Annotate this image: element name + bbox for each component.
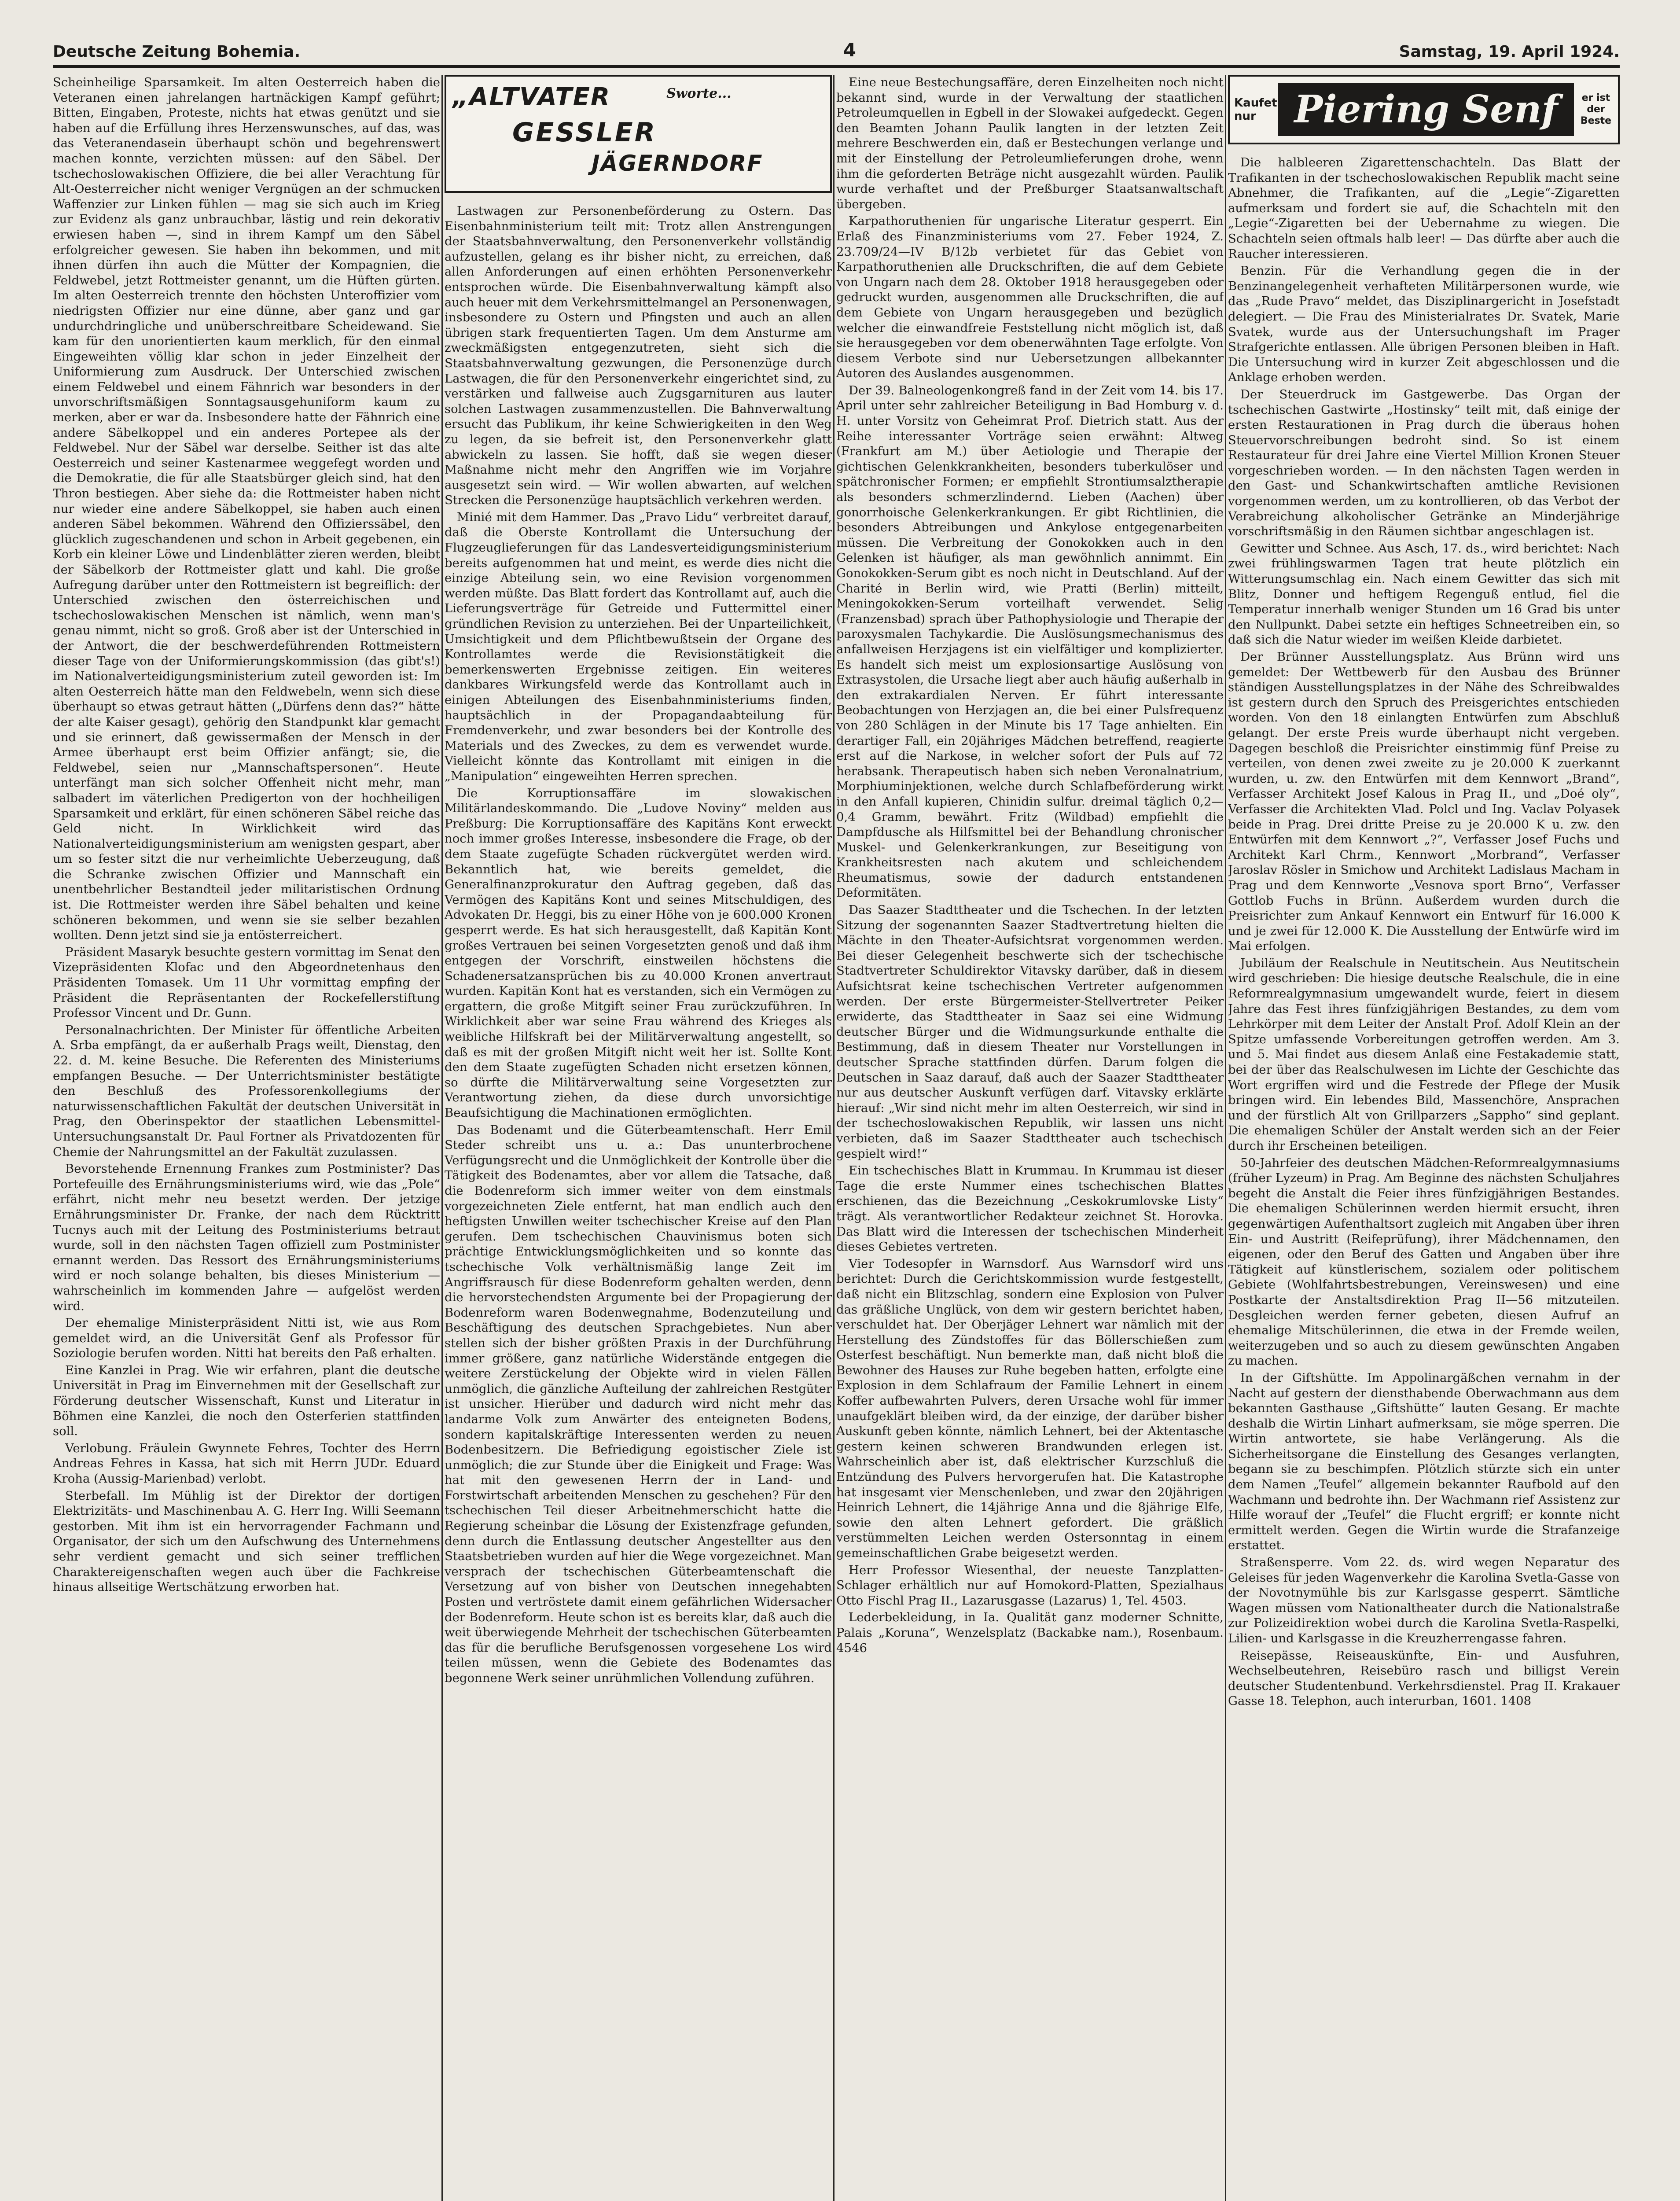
article: Der Steuerdruck im Gastgewerbe. Das Organ der tschechischen Gastwirte „Hostinsky“ teilt mit, daß einige der ersten Restaurationen in Prag durch die überaus hohen Steuervorschreibungen bedroht sind. So ist einem Restaurateur für drei Jahre eine Viertel Million Kronen Steuer vorgeschrieben worden. — In den nächsten Tagen werden in den Gast- und Schankwirtschaften amtliche Revisionen vorgenommen werden, um zu kontrollieren, ob das Verbot der Verabreichung alkoholischer Getränke an Minderjährige vorschriftsmäßig in den Räumen sichtbar angeschlagen ist.: [1228, 387, 1620, 539]
article: Gewitter und Schnee. Aus Asch, 17. ds., wird berichtet: Nach zwei frühlingswarmen Tagen trat heute plötzlich ein Witterungsumschlag ein. Nach einem Gewitter das sich mit Blitz, Donner und heftigem Regenguß entlud, fiel die Temperatur innerhalb weniger Stunden um 16 Grad bis unter den Nullpunkt. Dabei setzte ein heftiges Schneetreiben ein, so daß sich die Natur wieder im weißen Kleide darbietet.: [1228, 541, 1620, 647]
classified-ad: Herr Professor Wiesenthal, der neueste Tanzplatten-Schlager erhältlich nur auf Homokord-Platten, Spezialhaus Otto Fischl Prag II., Lazarusgasse (Lazarus) 1, Tel. 4503.: [836, 1563, 1224, 1608]
piering-senf-advertisement: [1228, 75, 1620, 144]
ad-text-kaufet: Kaufet nur: [1234, 96, 1277, 123]
ad-text-beste: er ist der Beste: [1580, 92, 1612, 126]
issue-date: Samstag, 19. April 1924.: [1399, 43, 1620, 61]
article: Straßensperre. Vom 22. ds. wird wegen Neparatur des Geleises für jeden Wagenverkehr die Karolina Svetla-Gasse von der Novotnymühle bis zur Karlsgasse gesperrt. Sämtliche Wagen müssen vom Nationaltheater durch die Nationalstraße zur Polizeidirektion wobei durch die Karolina Svetla-Raspelki, Lilien- und Karlsgasse in die Kreuzherrengasse fahren.: [1228, 1555, 1620, 1645]
article: Personalnachrichten. Der Minister für öffentliche Arbeiten A. Srba empfängt, da er außerhalb Prags weilt, Dienstag, den 22. d. M. keine Besuche. Die Referenten des Ministeriums empfangen Besuche. — Der Unterrichtsminister bestätigte den Beschluß des Professorenkollegiums der naturwissenschaftlichen Fakultät der deutschen Universität in Prag, den Oberinspektor der staatlichen Lebensmittel-Untersuchungsanstalt Dr. Paul Fortner als Privatdozenten für Chemie der Nahrungsmittel an der Fakultät zuzulassen.: [53, 1023, 440, 1159]
article: Bevorstehende Ernennung Frankes zum Postminister? Das Portefeuille des Ernährungsministeriums wird, wie das „Pole“ erfährt, nicht mehr neu besetzt werden. Der jetzige Ernährungsminister Dr. Franke, der nach dem Rücktritt Tucnys auch mit der Leitung des Postministeriums betraut wurde, soll in den nächsten Tagen offiziell zum Postminister ernannt werden. Das Ressort des Ernährungsministeriums wird er noch solange behalten, bis dieses Ministerium — wahrscheinlich im kommenden Jahre — aufgelöst werden wird.: [53, 1162, 440, 1313]
article: Eine neue Bestechungsaffäre, deren Einzelheiten noch nicht bekannt sind, wurde in der Verwaltung der staatlichen Petroleumquellen in Egbell in der Slowakei aufgedeckt. Gegen den Beamten Johann Paulik langten in der letzten Zeit mehrere Beschwerden ein, daß er Bestechungen verlange und mit der Einstellung der Petroleumlieferungen drohe, wenn ihm die geforderten Beträge nicht ausgezahlt würden. Paulik wurde verhaftet und der Preßburger Staatsanwaltschaft übergeben.: [836, 75, 1224, 211]
column-1: [53, 75, 440, 2201]
column-rule: [833, 75, 834, 2201]
article: Benzin. Für die Verhandlung gegen die in der Benzinangelegenheit verhafteten Militärpersonen wurde, wie das „Rude Pravo“ meldet, das Disziplinargericht in Josefstadt delegiert. — Die Frau des Ministerialrates Dr. Svatek, Marie Svatek, wurde aus der Untersuchungshaft im Prager Strafgerichte entlassen. Alle übrigen Personen bleiben in Haft. Die Untersuchung wird in kurzer Zeit abgeschlossen und die Anklage erhoben werden.: [1228, 264, 1620, 385]
article: Lastwagen zur Personenbeförderung zu Ostern. Das Eisenbahnministerium teilt mit: Trotz allen Anstrengungen der Staatsbahnverwaltung, den Personenverkehr vollständig aufzustellen, gelang es ihr bisher nicht, zu erreichen, daß allen Anforderungen auf einen erhöhten Personenverkehr entsprochen würde. Die Eisenbahnverwaltung kämpft also auch heuer mit dem Verkehrsmittelmangel an Personenwagen, insbesondere zu Ostern und Pfingsten und auch an allen übrigen stark frequentierten Tagen. Um dem Ansturme am zweckmäßigsten entgegenzutreten, sieht sich die Staatsbahnverwaltung gezwungen, die Personenzüge durch Lastwagen, die für den Personenverkehr eingerichtet sind, zu verstärken und fallweise auch Zugsgarnituren aus lauter solchen Lastwagen zusammenzustellen. Die Bahnverwaltung ersucht das Publikum, ihr keine Schwierigkeiten in den Weg zu legen, da sie befreit ist, den Personenverkehr glatt abwickeln zu lassen. Sie hofft, daß sie wegen dieser Maßnahme nicht mehr den Angriffen wie im Vorjahre ausgesetzt sein wird. — Wir wollen abwarten, auf welchen Strecken die Personenzüge hauptsächlich verkehren werden.: [445, 204, 832, 508]
article: Minié mit dem Hammer. Das „Pravo Lidu“ verbreitet darauf, daß die Oberste Kontrollamt die Untersuchung der Flugzeuglieferungen für das Landesverteidigungsministerium bereits aufgenommen hat und meint, es werde dies nicht die einzige Abteilung sein, wo eine Revision vorgenommen werden müßte. Das Blatt fordert das Kontrollamt auf, auch die Lieferungsverträge für Getreide und Futtermittel einer gründlichen Revision zu unterziehen. Bei der Unparteilichkeit, Umsichtigkeit und dem Pflichtbewußtsein der Organe des Kontrollamtes werde die Revisionstätigkeit die bemerkenswerten Ergebnisse zeitigen. Ein weiteres dankbares Wirkungsfeld werde das Kontrollamt auch in einigen Abteilungen des Eisenbahnministeriums finden, hauptsächlich in der Propagandaabteilung für Fremdenverkehr, und zwar besonders bei der Kontrolle des Materials und des Zweckes, zu dem es verwendet wurde. Vielleicht könnte das Kontrollamt mit einigen in die „Manipulation“ eingeweihten Herren sprechen.: [445, 510, 832, 783]
article: Die halbleeren Zigarettenschachteln. Das Blatt der Trafikanten in der tschechoslowakischen Republik macht seine Abnehmer, die Trafikanten, auf die „Legie“-Zigaretten aufmerksam und fordert sie auf, die Schachteln mit den „Legie“-Zigaretten bei der Uebernahme zu wiegen. Die Schachteln seien oftmals halb leer! — Das dürfte aber auch die Raucher interessieren.: [1228, 155, 1620, 261]
column-3: [836, 75, 1224, 2201]
ad-line-gessler: GESSLER: [512, 117, 657, 148]
article: Der 39. Balneologenkongreß fand in der Zeit vom 14. bis 17. April unter sehr zahlreicher Beteiligung in Bad Homburg v. d. H. unter Vorsitz von Geheimrat Prof. Dietrich statt. Aus der Reihe interessanter Vorträge seien erwähnt: Altweg (Frankfurt am M.) über Aetiologie und Therapie der gichtischen Gelenkkrankheiten, besonders tuberkulöser und spätchronischer Formen; er empfiehlt Strontiumsalztherapie als besonders schmerzlindernd. Lieben (Aachen) über gonorrhoische Gelenkerkrankungen. Er gibt Richtlinien, die besonders Abtreibungen und Ankylose entgegenarbeiten müssen. Die Verbreitung der Gonokokken auch in den Gelenken ist häufiger, als man gewöhnlich annimmt. Ein Gonokokken-Serum gibt es noch nicht in Deutschland. Auf der Charité in Berlin wird, wie Pratti (Berlin) mitteilt, Meningokokken-Serum vorteilhaft verwendet. Selig (Franzensbad) sprach über Pathophysiologie und Therapie der paroxysmalen Tachykardie. Die Auslösungsmechanismus des anfallweisen Herzjagens ist ein vielfältiger und komplizierter. Es handelt sich meist um explosionsartige Auslösung von Extrasystolen, die Ursache liegt aber auch häufig außerhalb in den extrakardialen Nerven. Er führt interessante Beobachtungen von Herzjagen an, die bei einer Pulsfrequenz von 280 Schlägen in der Minute bis 17 Tage anhielten. Ein derartiger Fall, ein 20jähriges Mädchen betreffend, reagierte erst auf die Narkose, in welcher sofort der Puls auf 72 herabsank. Therapeutisch haben sich neben Veronalnatrium, Morphiuminjektionen, welche durch Schlafbeförderung wirkt in den Anfall kupieren, Chinidin sulfur. dreimal täglich 0,2—0,4 Gramm, bewährt. Fritz (Wildbad) empfiehlt die Dampfdusche als Hilfsmittel bei der Behandlung chronischer Muskel- und Gelenkerkrankungen, zur Beseitigung von Krankheitsresten nach akutem und schleichendem Rheumatismus, sowie der dadurch entstandenen Deformitäten.: [836, 383, 1224, 900]
article: Der Brünner Ausstellungsplatz. Aus Brünn wird uns gemeldet: Der Wettbewerb für den Ausbau des Brünner ständigen Ausstellungsplatzes in der Nähe des Schreibwaldes ist gestern durch den Spruch des Preisgerichtes entschieden worden. Von den 18 einlangten Entwürfen zum Abschluß gelangt. Der erste Preis wurde überhaupt nicht vergeben. Dagegen beschloß die Preisrichter einstimmig fünf Preise zu verteilen, von denen zwei zweite zu je 20.000 K zuerkannt wurden, u. zw. den Entwürfen mit dem Kennwort „Brand“, Verfasser Architekt Josef Kalous in Prag II., und „Doé oly“, Verfasser die Architekten Vlad. Polcl und Ing. Vaclav Polyasek beide in Prag. Drei dritte Preise zu je 20.000 K u. zw. den Entwürfen mit dem Kennwort „?“, Verfasser Josef Fuchs und Architekt Karl Chrm., Kennwort „Morbrand“, Verfasser Jaroslav Rösler in Smichow und Architekt Ladislaus Macham in Prag und dem Kennworte „Vesnova sport Brno“, Verfasser Gottlob Fuchs in Brünn. Außerdem wurden durch die Preisrichter zum Ankauf Kennwort ein Entwurf für 16.000 K und je zwei für 12.000 K. Die Ausstellung der Entwürfe wird im Mai erfolgen.: [1228, 650, 1620, 953]
classified-ad: Lederbekleidung, in Ia. Qualität ganz moderner Schnitte, Palais „Koruna“, Wenzelsplatz (Backabke nam.), Rosenbaum. 4546: [836, 1610, 1224, 1655]
article: Eine Kanzlei in Prag. Wie wir erfahren, plant die deutsche Universität in Prag im Einvernehmen mit der Gesellschaft zur Förderung deutscher Wissenschaft, Kunst und Literatur in Böhmen eine Kanzlei, die noch den Osterferien stattfinden soll.: [53, 1363, 440, 1439]
article: Sterbefall. Im Mühlig ist der Direktor der dortigen Elektrizitäts- und Maschinenbau A. G. Herr Ing. Willi Seemann gestorben. Mit ihm ist ein hervorragender Fachmann und Organisator, der sich um den Aufschwung des Unternehmens sehr verdient gemacht und sich seiner trefflichen Charaktereigenschaften wegen auch über die Fachkreise hinaus allseitige Wertschätzung erworben hat.: [53, 1488, 440, 1594]
column-2: [445, 75, 832, 2201]
page-header: [53, 26, 1620, 68]
article: In der Giftshütte. Im Appolinargäßchen vernahm in der Nacht auf gestern der diensthabende Oberwachmann aus dem bekannten Gasthause „Giftshütte“ lauten Gesang. Er machte deshalb die Wirtin Linhart aufmerksam, sie möge sperren. Die Wirtin antwortete, sie habe Verlängerung. Als die Sicherheitsorgane die Einstellung des Gesanges verlangten, begann sie zu beschimpfen. Plötzlich stürzte sich ein unter dem Namen „Teufel“ allgemein bekannter Raufbold auf den Wachmann und bedrohte ihn. Der Wachmann rief Assistenz zur Hilfe worauf der „Teufel“ die Flucht ergriff; er konnte nicht ermittelt werden. Gegen die Wirtin wurde die Strafanzeige erstattet.: [1228, 1370, 1620, 1553]
article: Ein tschechisches Blatt in Krummau. In Krummau ist dieser Tage die erste Nummer eines tschechischen Blattes erschienen, das die Bezeichnung „Ceskokrumlovske Listy“ trägt. Als verantwortlicher Redakteur zeichnet St. Horovka. Das Blatt wird die Interessen der tschechischen Minderheit dieses Gebietes vertreten.: [836, 1163, 1224, 1254]
page-number: 4: [843, 39, 856, 61]
ad-line-altvater: „ALTVATER: [452, 83, 611, 111]
classified-ad: Reisepässe, Reiseauskünfte, Ein- und Ausfuhren, Wechselbeutehren, Reisebüro rasch und billigst Verein deutscher Studentenbund. Verkehrsdienstel. Prag II. Krakauer Gasse 18. Telephon, auch interurban, 1601. 1408: [1228, 1648, 1620, 1708]
article: Das Bodenamt und die Güterbeamtenschaft. Herr Emil Steder schreibt uns u. a.: Das ununterbrochene Verfügungsrecht und die Unmöglichkeit der Kontrolle über die Tätigkeit des Bodenamtes, aber vor allem die Tatsache, daß die Bodenreform sich immer weiter von dem einstmals vorgezeichneten Ziele entfernt, hat man endlich auch den heftigsten Unwillen weiter tschechischer Kreise auf den Plan gerufen. Dem tschechischen Chauvinismus boten sich prächtige Entwicklungsmöglichkeiten und so konnte das tschechische Volk verhältnismäßig lange Zeit im Angriffsrausch für diese Bodenreform gehalten werden, denn die hervorstechendsten Argumente bei der Propagierung der Bodenreform waren Bodenwegnahme, Bodenzuteilung und Beschäftigung des deutschen Sprachgebietes. Nun aber stellen sich der bisher größten Praxis in der Durchführung immer größere, ganz natürliche Widerstände entgegen die weitere Zerstückelung der Objekte wird in vielen Fällen unmöglich, die gänzliche Aufteilung der zahlreichen Restgüter ist unsicher. Hierüber und dadurch wird nicht mehr das landarme Volk zum Anwärter des enteigneten Bodens, sondern kapitalskräftige Interessenten werden zu neuen Bodenbesitzern. Die Befriedigung egoistischer Ziele ist unmöglich; die zur Stunde über die Einigkeit und Frage: Was hat mit den gewesenen Herrn der in Land- und Forstwirtschaft arbeitenden Menschen zu geschehen? Für den tschechischen Teil dieser Arbeitnehmerschicht hatte die Regierung scheinbar die Lösung der Existenzfrage gefunden, denn durch die Entlassung deutscher Angestellter aus den Staatsbetrieben wurden auf hier die Wege vorgezeichnet. Man versprach der tschechischen Güterbeamtenschaft die Versetzung auf von bisher von Deutschen innegehabten Posten und vertröstete damit einem gefährlichen Widersacher der Bodenreform. Heute schon ist es bereits klar, daß auch die weit überwiegende Mehrheit der tschechischen Güterbeamten das für die berufliche Berufsgenossen vorgesehene Los wird teilen müssen, wenn die Gebiete des Bodenamtes das begonnene Werk seiner unrühmlichen Vollendung zuführen.: [445, 1123, 832, 1685]
ad-brand-piering-senf: Piering Senf: [1278, 83, 1574, 136]
altvater-advertisement: [445, 75, 832, 193]
column-4: [1228, 75, 1620, 2201]
article: Präsident Masaryk besuchte gestern vormittag im Senat den Vizepräsidenten Klofac und den Abgeordnetenhaus den Präsidenten Tomasek. Um 11 Uhr vormittag empfing der Präsident die Repräsentanten der Rockefellerstiftung Professor Vincent und Dr. Gunn.: [53, 945, 440, 1020]
article: Das Saazer Stadttheater und die Tschechen. In der letzten Sitzung der sogenannten Saazer Stadtvertretung hielten die Mächte in den Theater-Aufsichtsrat vorgenommen werden. Bei dieser Gelegenheit beschwerte sich der tschechische Stadtvertreter Schuldirektor Vitavsky darüber, daß in diesem Aufsichtsrat keine tschechischen Vertreter aufgenommen werden. Der erste Bürgermeister-Stellvertreter Peiker erwiderte, das Stadttheater in Saaz sei eine Widmung deutscher Bürger und die Widmungsurkunde enthalte die Bestimmung, daß in diesem Theater nur Vorstellungen in deutscher Sprache stattfinden dürfen. Darum folgen die Deutschen in Saaz darauf, daß auch der Saazer Stadttheater nur aus deutscher Auskunft verfügen darf. Vitavsky erklärte hierauf: „Wir sind nicht mehr im alten Oesterreich, wir sind in der tschechoslowakischen Republik, wir lassen uns nicht verbieten, daß im Saazer Stadttheater auch tschechisch gespielt wird!“: [836, 903, 1224, 1161]
newspaper-title: Deutsche Zeitung Bohemia.: [53, 43, 301, 61]
article: Der ehemalige Ministerpräsident Nitti ist, wie aus Rom gemeldet wird, an die Universität Genf als Professor für Soziologie berufen worden. Nitti hat bereits den Paß erhalten.: [53, 1316, 440, 1361]
article: Vier Todesopfer in Warnsdorf. Aus Warnsdorf wird uns berichtet: Durch die Gerichtskommission wurde festgestellt, daß nicht ein Blitzschlag, sondern eine Explosion von Pulver das gräßliche Unglück, von dem wir gestern berichtet haben, verschuldet hat. Der Oberjäger Lehnert war nämlich mit der Herstellung des Zündstoffes für das Böllerschießen zum Osterfest beschäftigt. Nun bemerkte man, daß nicht bloß die Bewohner des Hauses zur Ruhe begeben hatten, erfolgte eine Explosion in dem Schlafraum der Familie Lehnert in einem Koffer aufbewahrten Pulvers, deren Ursache wohl für immer unaufgeklärt bleiben wird, da der einzige, der darüber bisher Auskunft geben könnte, nämlich Lehnert, bei der Aktentasche gestern keinen schweren Brandwunden erlegen ist. Wahrscheinlich aber ist, daß elektrischer Kurzschluß die Entzündung des Pulvers hervorgerufen hat. Die Katastrophe hat insgesamt vier Menschenleben, und zwar den 20jährigen Heinrich Lehnert, die 14jährige Anna und die 8jährige Elfe, sowie den alten Lehnert gefordert. Die gräßlich verstümmelten Leichen werden Ostersonntag in einem gemeinschaftlichen Grabe beigesetzt werden.: [836, 1256, 1224, 1560]
ad-line-sworte: Sworte...: [666, 86, 732, 101]
ad-line-jaegerndorf: JÄGERNDORF: [592, 151, 763, 176]
article: Verlobung. Fräulein Gwynnete Fehres, Tochter des Herrn Andreas Fehres in Kassa, hat sich mit Herrn JUDr. Eduard Kroha (Aussig-Marienbad) verlobt.: [53, 1441, 440, 1486]
article: Die Korruptionsaffäre im slowakischen Militärlandeskommando. Die „Ludove Noviny“ melden aus Preßburg: Die Korruptionsaffäre des Kapitäns Kont erweckt noch immer großes Interesse, insbesondere die Frage, ob der dem Staate zugefügte Schaden rückvergütet werden wird. Bekanntlich hat, wie bereits gemeldet, die Generalfinanzprokuratur den Auftrag gegeben, daß das Vermögen des Kapitäns Kont und seines Mitschuldigen, des Advokaten Dr. Heggi, bis zu einer Höhe von je 600.000 Kronen gesperrt werde. Es hat sich herausgestellt, daß Kapitän Kont großes Vertrauen bei seinen Vorgesetzten genoß und daß ihm entgegen der Vorschrift, einstweilen höchstens die Schadenersatzansprüchen bis zu 40.000 Kronen anvertraut wurden. Kapitän Kont hat es verstanden, sich ein Vermögen zu ergattern, die große Mitgift seiner Frau zurückzuführen. In Wirklichkeit aber war seine Frau während des Krieges als weibliche Hilfskraft bei der Militärverwaltung angestellt, so daß es mit der großen Mitgift nicht weit her ist. Sollte Kont den dem Staate zugefügten Schaden nicht ersetzen können, so dürfte die Militärverwaltung seine Vorgesetzten zur Verantwortung ziehen, da diese durch unvorsichtige Beaufsichtigung die Machinationen ermöglichten.: [445, 786, 832, 1120]
article: Karpathoruthenien für ungarische Literatur gesperrt. Ein Erlaß des Finanzministeriums vom 27. Feber 1924, Z. 23.709/24—IV B/12b verbietet für das Gebiet von Karpathoruthenien alle Druckschriften, die auf dem Gebiete von Ungarn nach dem 28. Oktober 1918 herausgegeben oder gedruckt wurden, ausgenommen alle Druckschriften, die auf dem Gebiete von Ungarn herausgegeben und bezüglich welcher die einwandfreie Feststellung nicht möglich ist, daß sie herausgegeben vor dem obenerwähnten Tage erfolgte. Von diesem Verbote sind nur Uebersetzungen allbekannter Autoren des Auslandes ausgenommen.: [836, 214, 1224, 381]
article: Scheinheilige Sparsamkeit. Im alten Oesterreich haben die Veteranen einen jahrelangen hartnäckigen Kampf geführt; Bitten, Eingaben, Proteste, nichts hat etwas genützt und sie haben auf die Erfüllung ihres Herzenswunsches, auf das, was das Veteranendasein überhaupt schön und begehrenswert machen konnte, verzichten müssen: auf den Säbel. Der tschechoslowakischen Offiziere, die bei aller Verachtung für Alt-Oesterreicher nicht weniger Vergnügen an der schmucken Waffenzier zur Linken fühlen — mag sie sich auch im Krieg zur Evidenz als ganz unbrauchbar, lästig und rein dekorativ erwiesen haben —, sind in ihrem Kampf um den Säbel erfolgreicher gewesen. Sie haben ihn bekommen, und mit ihnen dürfen ihn auch die Mütter der Kompagnien, die Feldwebel, jetzt Rottmeister genannt, um die Hüften gürten. Im alten Oesterreich trennte den höchsten Unteroffizier vom niedrigsten Offizier nur eine dünne, aber ganz und gar undurchdringliche und unüberschreitbare Scheidewand. Sie kam für den unorientierten kaum merklich, für den einmal Eingeweihten völlig klar schon in jeder Einzelheit der Uniformierung zum Ausdruck. Der Unterschied zwischen einem Feldwebel und einem Fähnrich war besonders in der unvorschriftsmäßigen Sonntagsausgehuniform kaum zu merken, aber er war da. Insbesondere hatte der Fähnrich eine andere Säbelkoppel und ein anderes Portepee als der Feldwebel. Nur der Säbel war derselbe. Seither ist das alte Oesterreich und seiner Kastenarmee weggefegt worden und die Demokratie, die für alle Staatsbürger gleich sind, hat den Thron bestiegen. Aber siehe da: die Rottmeister haben nicht nur wieder eine andere Säbelkoppel, sie haben auch einen anderen Säbel bekommen. Während den Offizierssäbel, den glücklich zugeschandenen und schon in Arbeit gegebenen, ein Korb ein kleiner Löwe und Lindenblätter zieren werden, bleibt der Säbelkorb der Rottmeister glatt und kahl. Die große Aufregung darüber unter den Rottmeistern ist begreiflich: der Unterschied zwischen den österreichischen und tschechoslowakischen Menschen ist nämlich, wenn man's genau nimmt, nicht so groß. Groß aber ist der Unterschied in der Antwort, die der beschwerdeführenden Rottmeistern dieser Tage von der Uniformierungskommission (das gibt's!) im Nationalverteidigungsministerium zuteil geworden ist: Im alten Oesterreich hätte man den Feldwebeln, wenn sich diese überhaupt so etwas getraut hätten („Dürfens denn das?“ hätte der alte Kaiser gesagt), gehörig den Standpunkt klar gemacht und sie erinnert, daß gewissermaßen der Mensch in der Armee überhaupt erst beim Offizier anfängt; sie, die Feldwebel, seien nur „Mannschaftspersonen“. Heute unterfängt man sich solcher Offenheit nicht mehr, man salbadert im väterlichen Predigerton von der hochheiligen Sparsamkeit und erklärt, für einen schöneren Säbel reiche das Geld nicht. In Wirklichkeit wird das Nationalverteidigungsministerium am wenigsten gespart, aber um so fester sitzt die nur verheimlichte Ueberzeugung, daß die Schranke zwischen Offizier und Mannschaft ein unentbehrlicher Bestandteil jeder militaristischen Ordnung ist. Die Rottmeister werden ihre Säbel behalten und keine schöneren bekommen, und wenn sie sie selber bezahlen wollten. Denn jetzt sind sie ja entösterreichert.: [53, 75, 440, 942]
article: Jubiläum der Realschule in Neutitschein. Aus Neutitschein wird geschrieben: Die hiesige deutsche Realschule, die in eine Reformrealgymnasium umgewandelt wurde, feiert in diesem Jahre das Fest ihres fünfzigjährigen Bestandes, zu dem vom Lehrkörper mit dem Leiter der Anstalt Prof. Adolf Klein an der Spitze umfassende Vorbereitungen getroffen werden. Am 3. und 5. Mai findet aus diesem Anlaß eine Festakademie statt, bei der über das Realschulwesen im Lichte der Geschichte das Wort ergriffen wird und die Festrede der Pflege der Musik bringen wird. Ein lebendes Bild, Massenchöre, Ansprachen und der fürstlich Alt von Grillparzers „Sappho“ sind geplant. Die ehemaligen Schüler der Anstalt werden sich an der Feier durch ihr Erscheinen beteiligen.: [1228, 956, 1620, 1153]
article: 50-Jahrfeier des deutschen Mädchen-Reformrealgymnasiums (früher Lyzeum) in Prag. Am Beginne des nächsten Schuljahres begeht die Anstalt die Feier ihres fünfzigjährigen Bestandes. Die ehemaligen Schülerinnen werden hiermit ersucht, ihren gegenwärtigen Aufenthaltsort zugleich mit Angaben über ihren Ein- und Austritt (Reifeprüfung), ihrer Mädchennamen, den eigenen, oder den Beruf des Gatten und Angaben über ihre Tätigkeit auf künstlerischem, sozialem oder politischem Gebiete (Wohlfahrtsbestrebungen, Vereinswesen) und eine Postkarte der Anstaltsdirektion Prag II—56 mitzuteilen. Desgleichen werden ferner gebeten, diesen Aufruf an ehemalige Mitschülerinnen, die etwa in der Fremde weilen, weiterzugeben und so auch zu diesem gewünschten Angaben zu machen.: [1228, 1156, 1620, 1368]
column-rule: [1225, 75, 1226, 2201]
column-rule: [441, 75, 443, 2201]
